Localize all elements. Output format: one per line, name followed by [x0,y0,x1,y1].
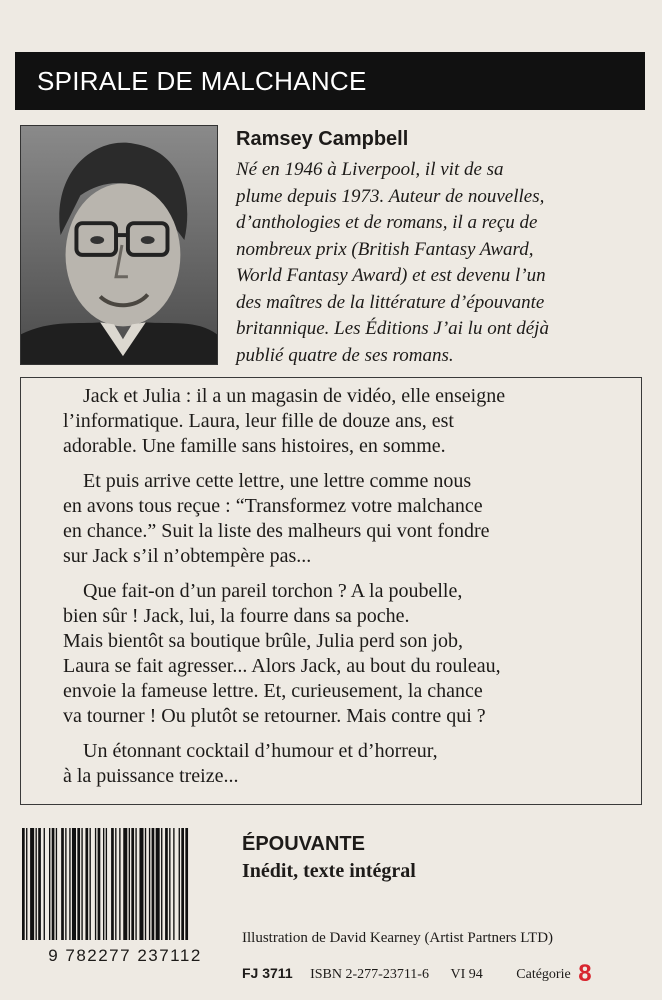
genre-label: ÉPOUVANTE [242,833,365,855]
synopsis-paragraph [63,469,607,569]
barcode-bar [161,828,162,940]
bio-line: nombreux prix (British Fantasy Award, [236,238,534,260]
bio-line: plume depuis 1973. Auteur de nouvelles, [236,185,545,207]
barcode-bar [85,828,88,940]
bio-line: d’anthologies et de romans, il a reçu de [236,212,538,233]
synopsis-line: Un étonnant cocktail d’humour et d’horreur, [83,740,438,762]
barcode-bar [103,828,104,940]
synopsis-box [20,377,642,805]
barcode-bar [173,828,174,940]
barcode-bar [36,828,37,940]
bio-line: britannique. Les Éditions J’ai lu ont déjà [236,318,549,339]
barcode-bar [30,828,34,940]
isbn-text: ISBN 2-277-23711-6 [310,967,429,982]
barcode-bars [12,828,238,940]
barcode-bar [77,828,80,940]
synopsis-paragraph [63,384,607,459]
author-name: Ramsey Campbell [236,128,409,150]
synopsis-line: sur Jack s’il n’obtempère pas... [63,545,312,567]
synopsis-line: en avons tous reçue : “Transformez votre malchance [63,495,483,517]
barcode-bar [165,828,168,940]
barcode-bar [26,828,27,940]
barcode-bar [181,828,184,940]
barcode-bar [129,828,130,940]
publication-codes [242,960,652,988]
synopsis-line: bien sûr ! Jack, lui, la fourre dans sa poche. [63,605,410,627]
barcode-bar [169,828,170,940]
date-code: VI 94 [450,967,483,982]
barcode-bar [131,828,134,940]
book-title: SPIRALE DE MALCHANCE [15,52,645,110]
barcode-bar [106,828,107,940]
synopsis-paragraph [63,579,607,729]
synopsis-line: Laura se fait agresser... Alors Jack, au bout du rouleau, [63,655,501,677]
barcode-bar [95,828,96,940]
barcode-bar [185,828,188,940]
synopsis-line: Mais bientôt sa boutique brûle, Julia perd son job, [63,630,463,652]
barcode-bar [61,828,64,940]
synopsis-line: adorable. Une famille sans histoires, en somme. [63,435,446,457]
barcode-bar [90,828,91,940]
author-photo [20,125,218,365]
barcode-bar [81,828,82,940]
synopsis-line: Jack et Julia : il a un magasin de vidéo, elle enseigne [83,385,506,407]
barcode-bar [111,828,114,940]
barcode-bar [49,828,50,940]
barcode-bar [72,828,76,940]
synopsis-line: en chance.” Suit la liste des malheurs qui vont fondre [63,520,490,542]
barcode-bar [98,828,101,940]
barcode-digits: 9 782277 237112 [48,946,202,965]
synopsis-line: va tourner ! Ou plutôt se retourner. Mais contre qui ? [63,705,486,727]
synopsis-paragraph [63,739,607,789]
category-number: 8 [578,960,592,987]
barcode-bar [149,828,150,940]
synopsis-line: Et puis arrive cette lettre, une lettre comme nous [83,470,472,492]
barcode-bar [145,828,146,940]
author-bio-text [236,157,648,369]
fj-code: FJ 3711 [242,965,293,981]
isbn-barcode [12,828,238,970]
barcode-bar [119,828,120,940]
barcode-bar [135,828,136,940]
barcode-bar [44,828,45,940]
bio-line: World Fantasy Award) et est devenu l’un [236,265,546,286]
category-label: Catégorie [516,967,571,982]
barcode-bar [115,828,116,940]
barcode-bar [56,828,57,940]
barcode-bar [69,828,70,940]
bio-line: Né en 1946 à Liverpool, il vit de sa [236,159,504,180]
barcode-bar [52,828,55,940]
illustration-credit: Illustration de David Kearney (Artist Partners LTD) [242,930,554,946]
barcode-bar [123,828,127,940]
barcode-bar [139,828,143,940]
bio-line: des maîtres de la littérature d’épouvante [236,291,545,313]
barcode-bar [152,828,155,940]
synopsis-line: à la puissance treize... [63,765,239,787]
edition-label: Inédit, texte intégral [242,860,416,882]
synopsis-line: envoie la fameuse lettre. Et, curieusement, la chance [63,680,483,702]
barcode-bar [65,828,66,940]
barcode-bar [38,828,41,940]
barcode-bar [156,828,160,940]
barcode-bar [22,828,25,940]
bio-line: publié quatre de ses romans. [236,344,454,366]
author-bio [236,128,648,369]
synopsis-line: l’informatique. Laura, leur fille de douze ans, est [63,410,454,432]
synopsis-line: Que fait-on d’un pareil torchon ? A la poubelle, [83,580,463,602]
barcode-bar [179,828,180,940]
